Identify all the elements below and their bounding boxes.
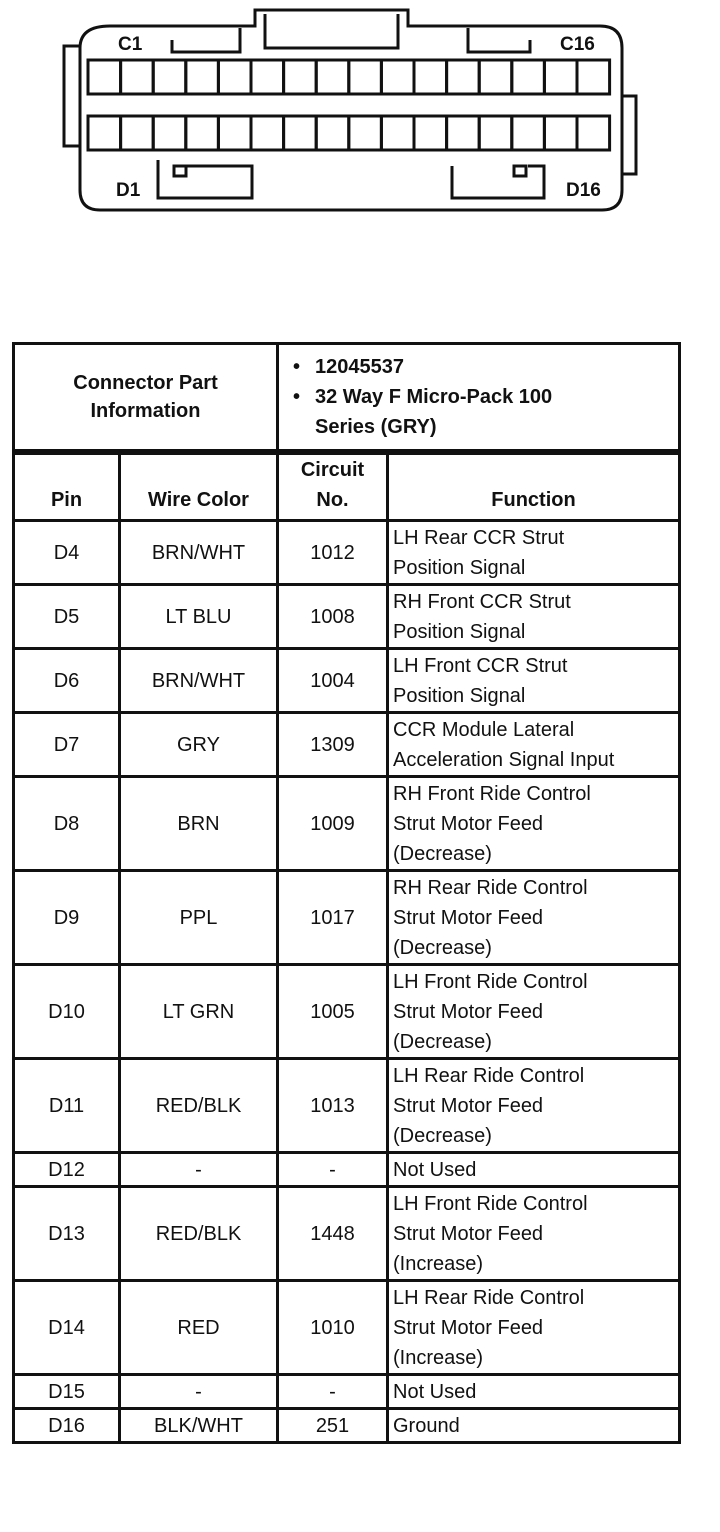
connector-info-label	[14, 344, 278, 451]
function-cell	[388, 1375, 680, 1409]
function-cell	[388, 521, 680, 585]
pin-cavity	[218, 116, 251, 150]
function-line: Strut Motor Feed	[393, 1222, 544, 1245]
function-line: Acceleration Signal Input	[393, 748, 615, 771]
table-row	[14, 965, 680, 1059]
pin-cell: D7	[14, 713, 120, 777]
wire-color-cell: RED/BLK	[120, 1059, 278, 1153]
connector-top-rail-left	[172, 28, 240, 52]
function-line: Ground	[393, 1414, 460, 1437]
connector-bottom-key-right-notch	[514, 166, 526, 176]
wire-color-cell: BLK/WHT	[120, 1409, 278, 1443]
connector-part-number: • 12045537	[315, 352, 674, 382]
wire-color-cell: PPL	[120, 871, 278, 965]
wire-color-cell: BRN	[120, 777, 278, 871]
pin-cavity	[414, 60, 447, 94]
wire-color-cell: -	[120, 1375, 278, 1409]
function-cell	[388, 1187, 680, 1281]
table-row	[14, 713, 680, 777]
function-cell	[388, 965, 680, 1059]
connector-bottom-key-left-notch	[174, 166, 186, 176]
connector-info-values	[278, 344, 680, 451]
circuit-cell: 1017	[278, 871, 388, 965]
pin-cavity	[512, 116, 545, 150]
connector-info-label-line1: Connector Part	[73, 372, 218, 394]
header-function: Function	[388, 454, 680, 521]
connector-description-line2: Series (GRY)	[315, 416, 437, 438]
function-line: LH Rear CCR Strut	[393, 526, 565, 549]
pin-cell: D10	[14, 965, 120, 1059]
pin-cavity	[316, 116, 349, 150]
pin-cell: D11	[14, 1059, 120, 1153]
function-line: (Decrease)	[393, 936, 492, 959]
connector-right-tab	[622, 96, 636, 174]
pin-cavity	[251, 60, 284, 94]
pin-cavity	[447, 60, 480, 94]
pin-cavity	[284, 116, 317, 150]
function-cell	[388, 649, 680, 713]
function-cell	[388, 1281, 680, 1375]
header-circuit-line2: No.	[316, 489, 349, 511]
table-row	[14, 777, 680, 871]
circuit-cell: 1004	[278, 649, 388, 713]
circuit-cell: 1008	[278, 585, 388, 649]
function-line: LH Rear Ride Control	[393, 1286, 585, 1309]
connector-top-latch	[265, 14, 398, 48]
pin-cell: D16	[14, 1409, 120, 1443]
pin-cavity	[349, 116, 382, 150]
table-row	[14, 1187, 680, 1281]
function-line: RH Rear Ride Control	[393, 876, 588, 899]
header-circuit-line1: Circuit	[300, 459, 365, 481]
header-circuit-no	[278, 454, 388, 521]
function-line: Position Signal	[393, 684, 526, 707]
function-line: RH Front Ride Control	[393, 782, 591, 805]
circuit-cell: 1010	[278, 1281, 388, 1375]
circuit-cell: 1013	[278, 1059, 388, 1153]
function-line: LH Front Ride Control	[393, 970, 588, 993]
table-row	[14, 521, 680, 585]
wire-color-cell: RED/BLK	[120, 1187, 278, 1281]
connector-info-table	[12, 342, 681, 452]
circuit-cell: 1009	[278, 777, 388, 871]
pin-cavity	[479, 60, 512, 94]
connector-label-d16: D16	[566, 180, 601, 201]
connector-top-rail-right	[468, 28, 530, 52]
function-line: LH Front CCR Strut	[393, 654, 568, 677]
pin-cell: D14	[14, 1281, 120, 1375]
table-row	[14, 585, 680, 649]
pin-cavity	[316, 60, 349, 94]
pin-cavity	[577, 60, 610, 94]
circuit-cell: 251	[278, 1409, 388, 1443]
table-row	[14, 1409, 680, 1443]
pin-table	[12, 452, 681, 1444]
wire-color-cell: -	[120, 1153, 278, 1187]
function-cell	[388, 1409, 680, 1443]
pin-cavity	[284, 60, 317, 94]
wire-color-cell: BRN/WHT	[120, 521, 278, 585]
function-cell	[388, 713, 680, 777]
circuit-cell: -	[278, 1153, 388, 1187]
connector-bottom-key-right	[452, 166, 544, 198]
function-line: LH Rear Ride Control	[393, 1064, 585, 1087]
pin-cavity	[186, 116, 219, 150]
pin-cavity	[479, 116, 512, 150]
pin-cell: D6	[14, 649, 120, 713]
connector-description-line1: • 32 Way F Micro-Pack 100	[315, 382, 674, 412]
function-line: Not Used	[393, 1380, 477, 1403]
pin-cell: D5	[14, 585, 120, 649]
pin-cavity	[381, 116, 414, 150]
table-row	[14, 1059, 680, 1153]
connector-label-c16: C16	[560, 34, 595, 55]
circuit-cell: -	[278, 1375, 388, 1409]
function-line: (Increase)	[393, 1252, 484, 1275]
pin-cavity	[251, 116, 284, 150]
pin-cavity	[447, 116, 480, 150]
circuit-cell: 1309	[278, 713, 388, 777]
pin-cavity	[121, 60, 154, 94]
connector-label-c1: C1	[118, 34, 143, 55]
pin-cavity	[381, 60, 414, 94]
pin-cavity	[186, 60, 219, 94]
pin-cavity	[349, 60, 382, 94]
function-cell	[388, 871, 680, 965]
header-wire-color: Wire Color	[120, 454, 278, 521]
pin-cavity	[88, 116, 121, 150]
pin-table-body	[14, 521, 680, 1443]
function-line: LH Front Ride Control	[393, 1192, 588, 1215]
function-line: (Decrease)	[393, 1030, 492, 1053]
function-line: Strut Motor Feed	[393, 1094, 544, 1117]
pin-cavity	[153, 60, 186, 94]
connector-label-d1: D1	[116, 180, 141, 201]
function-line: Strut Motor Feed	[393, 812, 544, 835]
function-cell	[388, 585, 680, 649]
pin-cell: D13	[14, 1187, 120, 1281]
wire-color-cell: LT BLU	[120, 585, 278, 649]
circuit-cell: 1448	[278, 1187, 388, 1281]
table-row	[14, 649, 680, 713]
pin-cavity	[512, 60, 545, 94]
pin-cavity	[218, 60, 251, 94]
circuit-cell: 1012	[278, 521, 388, 585]
function-cell	[388, 1153, 680, 1187]
pin-cavity	[88, 60, 121, 94]
wire-color-cell: GRY	[120, 713, 278, 777]
connector-bottom-key-left	[158, 160, 252, 198]
function-line: (Decrease)	[393, 1124, 492, 1147]
header-pin: Pin	[14, 454, 120, 521]
pin-cell: D8	[14, 777, 120, 871]
function-cell	[388, 777, 680, 871]
wire-color-cell: LT GRN	[120, 965, 278, 1059]
pin-cell: D9	[14, 871, 120, 965]
pin-cavity	[544, 116, 577, 150]
table-row	[14, 1281, 680, 1375]
pin-cavity	[544, 60, 577, 94]
pin-cell: D4	[14, 521, 120, 585]
function-line: Not Used	[393, 1158, 477, 1181]
connector-diagram	[0, 0, 720, 220]
pin-cavity	[121, 116, 154, 150]
pin-cavity	[153, 116, 186, 150]
function-line: Position Signal	[393, 620, 526, 643]
circuit-cell: 1005	[278, 965, 388, 1059]
pin-cell: D15	[14, 1375, 120, 1409]
function-cell	[388, 1059, 680, 1153]
function-line: Strut Motor Feed	[393, 1316, 544, 1339]
table-row	[14, 1153, 680, 1187]
function-line: CCR Module Lateral	[393, 718, 575, 741]
wire-color-cell: RED	[120, 1281, 278, 1375]
function-line: Strut Motor Feed	[393, 1000, 544, 1023]
connector-housing-outline	[80, 10, 622, 210]
function-line: Strut Motor Feed	[393, 906, 544, 929]
connector-left-tab	[64, 46, 80, 146]
wire-color-cell: BRN/WHT	[120, 649, 278, 713]
pin-cell: D12	[14, 1153, 120, 1187]
function-line: RH Front CCR Strut	[393, 590, 571, 613]
connector-pin-rows	[88, 60, 610, 150]
pin-table-header-row	[14, 454, 680, 521]
function-line: (Decrease)	[393, 842, 492, 865]
function-line: Position Signal	[393, 556, 526, 579]
table-row	[14, 871, 680, 965]
table-row	[14, 1375, 680, 1409]
pin-cavity	[414, 116, 447, 150]
function-line: (Increase)	[393, 1346, 484, 1369]
connector-info-label-line2: Information	[90, 400, 201, 422]
pin-cavity	[577, 116, 610, 150]
